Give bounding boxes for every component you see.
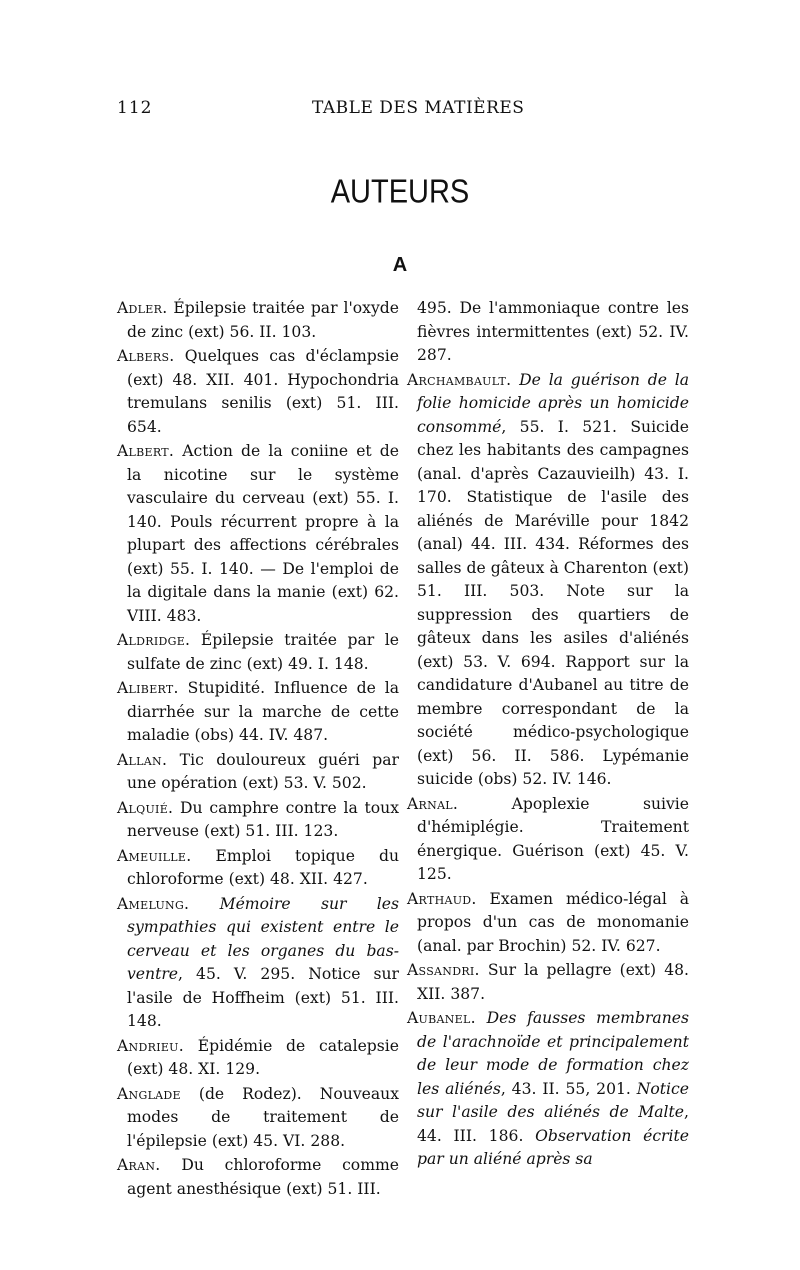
index-entry <box>407 1007 689 1172</box>
author-name: Albert. <box>117 442 175 460</box>
entry-text: Du camphre contre la toux nerveuse (ext) 51. III. 123. <box>127 798 399 840</box>
author-name: Arnal. <box>407 794 459 813</box>
index-entry <box>117 440 399 628</box>
author-name: Allan. <box>117 750 168 769</box>
index-entry <box>117 845 399 892</box>
entry-text: Examen médico-légal à propos d'un cas de monomanie (anal. par Brochin) 52. IV. 627. <box>417 889 689 955</box>
author-name: Albers. <box>117 347 175 365</box>
author-name: Alquié. <box>117 798 174 817</box>
running-head: TABLE DES MATIÈRES <box>312 98 525 118</box>
author-name: Aubanel. <box>407 1009 476 1027</box>
author-name: Archambault. <box>407 370 512 389</box>
entry-text: Stupidité. Influence de la diarrhée sur la marche de cette maladie (obs) 44. IV. 487. <box>127 679 399 744</box>
entry-text: Épilepsie traitée par le sulfate de zinc (ext) 49. I. 148. <box>127 631 399 673</box>
index-entry <box>117 797 399 844</box>
index-entry <box>117 345 399 439</box>
index-entry <box>407 297 689 368</box>
entry-text: (de Rodez). Nouveaux modes de traitement de l'épilepsie (ext) 45. VI. 288. <box>127 1084 399 1150</box>
author-name: Alibert. <box>117 679 179 697</box>
entry-text: Tic douloureux guéri par une opération (ext) 53. V. 502. <box>127 750 399 792</box>
index-entry <box>407 888 689 959</box>
index-entry <box>407 959 689 1006</box>
page-number: 112 <box>117 98 153 118</box>
entry-text: 495. De l'ammoniaque contre les fièvres intermittentes (ext) 52. IV. 287. <box>417 299 689 364</box>
entry-text: Sur la pellagre (ext) 48. XII. 387. <box>417 961 689 1003</box>
left-column <box>117 297 399 1202</box>
index-entry <box>117 297 399 344</box>
entry-text: Quelques cas d'éclampsie (ext) 48. XII. 401. Hypochondria tremulans senilis (ext) 51. III. 654. <box>127 347 399 436</box>
index-entry <box>117 1154 399 1201</box>
author-name: Amelung. <box>117 894 190 913</box>
right-column <box>407 297 689 1173</box>
entry-text: Action de la coniine et de la nicotine sur le système vasculaire du cerveau (ext) 55. I. 140. Pouls récurrent propre à la plupart des affections cérébrales (ext) 55. I. 140. — De l'emploi de la digitale dans la manie (ext) 62. VIII. 483. <box>127 442 399 625</box>
author-name: Anglade <box>117 1084 181 1103</box>
author-name: Arthaud. <box>407 889 477 908</box>
author-name: Andrieu. <box>117 1036 184 1055</box>
entry-text: Emploi topique du chloroforme (ext) 48. XII. 427. <box>127 846 399 888</box>
index-entry <box>117 1083 399 1154</box>
author-name: Aldridge. <box>117 631 191 649</box>
letter-heading: A <box>392 254 408 276</box>
index-entry <box>117 893 399 1034</box>
author-name: Ameuille. <box>117 846 192 865</box>
author-name: Aran. <box>117 1156 161 1174</box>
index-entry <box>117 629 399 676</box>
author-name: Assandri. <box>407 961 480 979</box>
index-entry <box>117 1035 399 1082</box>
entry-text: Du chloroforme comme agent anesthésique (ext) 51. III. <box>127 1156 399 1198</box>
entry-text: Mémoire sur les sympathies qui existent entre le cerveau et les organes du bas-ventre, 45. V. 295. Notice sur l'asile de Hoffheim (ext) 51. III. 148. <box>127 894 399 1030</box>
section-title: AUTEURS <box>330 173 470 211</box>
index-entry <box>117 677 399 748</box>
index-entry <box>407 793 689 887</box>
index-entry <box>117 749 399 796</box>
entry-text: Apoplexie suivie d'hémiplégie. Traitement énergique. Guérison (ext) 45. V. 125. <box>417 794 689 883</box>
entry-text: Des fausses membranes de l'arachnoïde et principalement de leur mode de formation chez les aliénés, 43. II. 55, 201. Notice sur l'asile des aliénés de Malte, 44. III. 186. Observation écrite par un aliéné après sa <box>417 1009 689 1168</box>
entry-text: De la guérison de la folie homicide après un homicide consommé, 55. I. 521. Suicide chez les habitants des campagnes (anal. d'après Cazauvieilh) 43. I. 170. Statistique de l'asile des aliénés de Maréville pour 1842 (anal) 44. III. 434. Réformes des salles de gâteux à Charenton (ext) 51. III. 503. Note sur la suppression des quartiers de gâteux dans les asiles d'aliénés (ext) 53. V. 694. Rapport sur la candidature d'Aubanel au titre de membre correspondant de la société médico-psychologique (ext) 56. II. 586. Lypémanie suicide (obs) 52. IV. 146. <box>417 370 689 788</box>
entry-text: Épilepsie traitée par l'oxyde de zinc (ext) 56. II. 103. <box>127 299 399 341</box>
author-name: Adler. <box>117 299 168 317</box>
entry-text: Épidémie de catalepsie (ext) 48. XI. 129. <box>127 1036 399 1078</box>
index-entry <box>407 369 689 792</box>
